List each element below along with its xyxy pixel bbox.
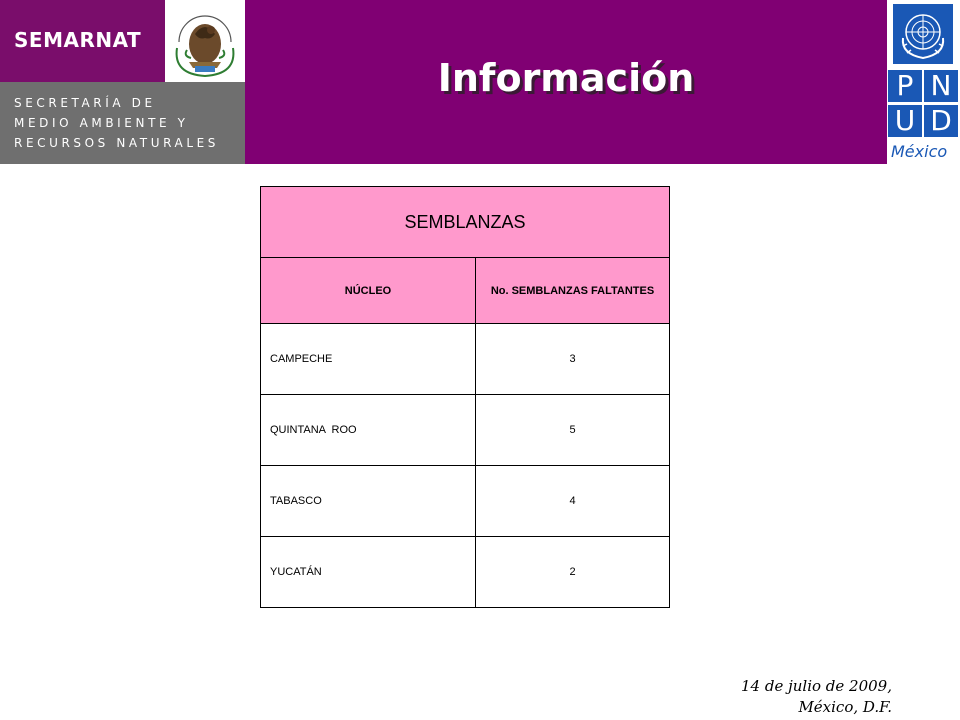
- nucleo-cell: CAMPECHE: [261, 324, 476, 395]
- mexican-seal: [165, 0, 245, 82]
- header: [0, 0, 960, 164]
- nucleo-cell: QUINTANA ROO: [261, 395, 476, 466]
- table-row: [261, 395, 670, 466]
- table-row: [261, 466, 670, 537]
- table-row: [261, 537, 670, 608]
- secretaria-line-1: SECRETARÍA DE: [14, 96, 156, 110]
- faltantes-cell: 3: [476, 324, 670, 395]
- table-header-row: [261, 258, 670, 324]
- un-emblem-icon: [893, 4, 953, 64]
- faltantes-cell: 2: [476, 537, 670, 608]
- pnud-letter-n: N: [924, 70, 958, 102]
- semarnat-logo: [0, 0, 165, 82]
- nucleo-cell: YUCATÁN: [261, 537, 476, 608]
- footer-place: México, D.F.: [798, 698, 892, 716]
- column-header-faltantes: No. SEMBLANZAS FALTANTES: [476, 258, 670, 324]
- title-band: [245, 0, 887, 164]
- secretaria-line-3: RECURSOS NATURALES: [14, 136, 220, 150]
- pnud-letter-p: P: [888, 70, 922, 102]
- faltantes-cell: 4: [476, 466, 670, 537]
- page-title: Información: [437, 56, 695, 100]
- mexican-coat-of-arms-icon: [165, 0, 245, 82]
- pnud-letters: [887, 70, 960, 138]
- table-title-row: [261, 187, 670, 258]
- secretaria-block: [0, 82, 245, 164]
- semblanzas-table: [260, 186, 670, 608]
- faltantes-cell: 5: [476, 395, 670, 466]
- pnud-letter-d: D: [924, 105, 958, 137]
- table-row: [261, 324, 670, 395]
- footer-date-place: [741, 676, 892, 718]
- pnud-country: México: [891, 142, 948, 161]
- table-title: SEMBLANZAS: [261, 187, 670, 258]
- secretaria-line-2: MEDIO AMBIENTE Y: [14, 116, 189, 130]
- nucleo-cell: TABASCO: [261, 466, 476, 537]
- undp-logo: [887, 0, 960, 164]
- un-emblem: [893, 4, 953, 64]
- pnud-letter-u: U: [888, 105, 922, 137]
- footer-date: 14 de julio de 2009,: [741, 677, 892, 695]
- column-header-nucleo: NÚCLEO: [261, 258, 476, 324]
- semarnat-wordmark: SEMARNAT: [14, 28, 142, 52]
